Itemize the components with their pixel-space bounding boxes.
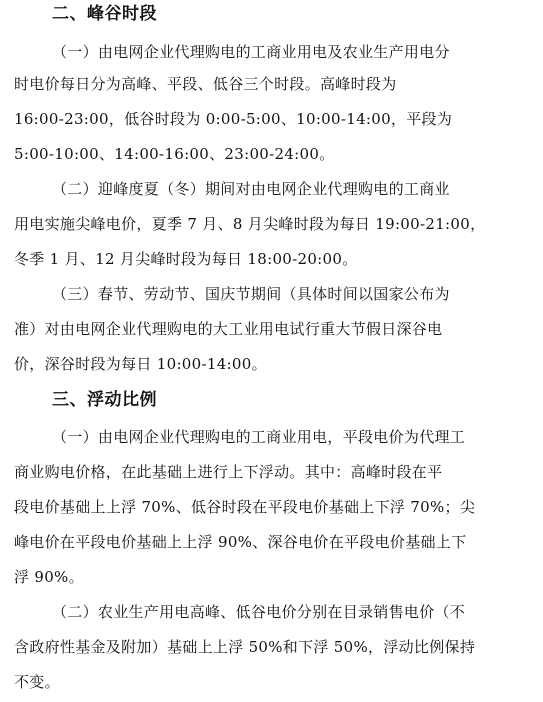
paragraph-line: 含政府性基金及附加）基础上上浮 50%和下浮 50%，浮动比例保持 bbox=[14, 638, 476, 656]
paragraph-line: （二）迎峰度夏（冬）期间对由电网企业代理购电的工商业 bbox=[52, 180, 450, 198]
paragraph-line: 不变。 bbox=[14, 673, 60, 691]
paragraph-line: （一）由电网企业代理购电的工商业用电，平段电价为代理工 bbox=[52, 428, 466, 446]
paragraph-line: 峰电价在平段电价基础上上浮 90%、深谷电价在平段电价基础上下 bbox=[14, 533, 467, 551]
section-heading-float-ratio: 三、浮动比例 bbox=[52, 390, 157, 410]
paragraph-line: 准）对由电网企业代理购电的大工业用电试行重大节假日深谷电 bbox=[14, 320, 443, 338]
paragraph-line: 段电价基础上上浮 70%、低谷时段在平段电价基础上下浮 70%；尖 bbox=[14, 498, 476, 516]
paragraph-line: 浮 90%。 bbox=[14, 568, 84, 586]
paragraph-line: 冬季 1 月、12 月尖峰时段为每日 18:00-20:00。 bbox=[14, 250, 358, 268]
section-heading-peak-valley: 二、峰谷时段 bbox=[52, 4, 157, 24]
paragraph-line: 价，深谷时段为每日 10:00-14:00。 bbox=[14, 355, 267, 373]
paragraph-line: （三）春节、劳动节、国庆节期间（具体时间以国家公布为 bbox=[52, 285, 450, 303]
paragraph-line: （二）农业生产用电高峰、低谷电价分别在目录销售电价（不 bbox=[52, 603, 466, 621]
paragraph-line: （一）由电网企业代理购电的工商业用电及农业生产用电分 bbox=[52, 43, 450, 61]
paragraph-line: 16:00-23:00，低谷时段为 0:00-5:00、10:00-14:00，平段为 bbox=[14, 110, 453, 128]
paragraph-line: 商业购电价格，在此基础上进行上下浮动。其中：高峰时段在平 bbox=[14, 463, 443, 481]
paragraph-line: 时电价每日分为高峰、平段、低谷三个时段。高峰时段为 bbox=[14, 75, 397, 93]
paragraph-line: 5:00-10:00、14:00-16:00、23:00-24:00。 bbox=[14, 145, 335, 163]
paragraph-line: 用电实施尖峰电价，夏季 7 月、8 月尖峰时段为每日 19:00-21:00， bbox=[14, 215, 486, 233]
